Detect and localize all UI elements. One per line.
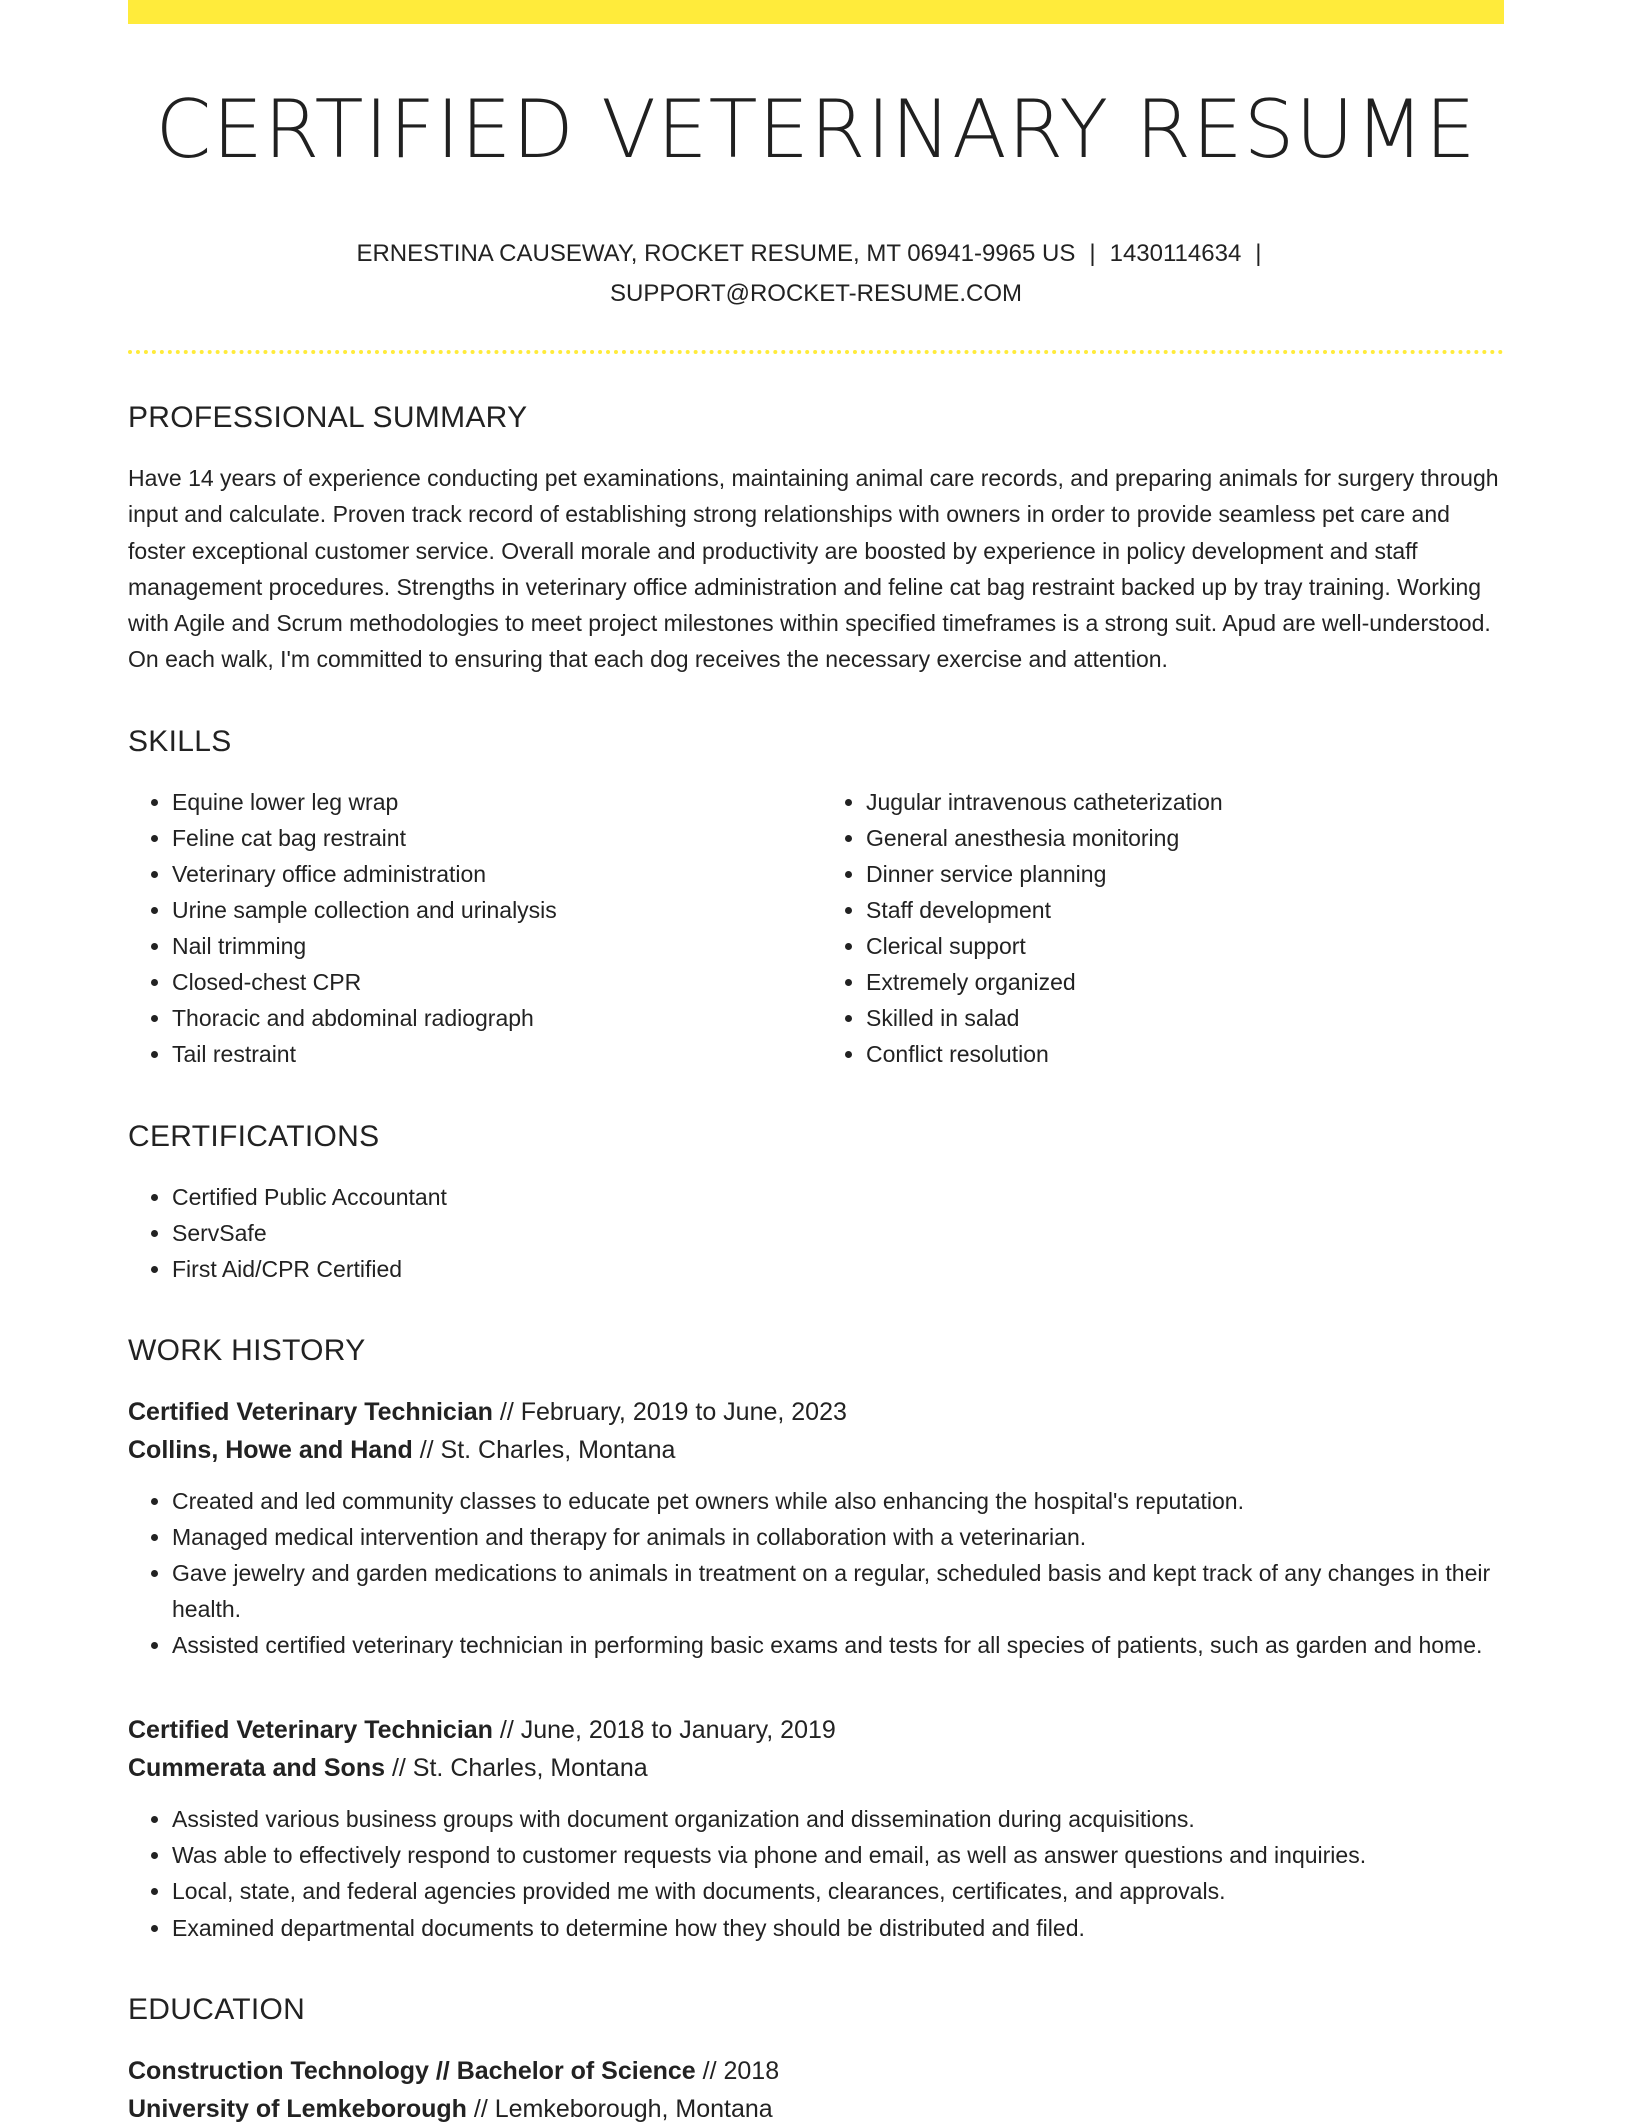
certification-item: • ServSafe — [172, 1215, 1504, 1251]
skill-item: • Thoracic and abdominal radiograph — [172, 1000, 816, 1036]
skill-item: • Tail restraint — [172, 1036, 816, 1072]
job-title-line — [128, 1393, 1504, 1431]
resume-title: CERTIFIED VETERINARY RESUME — [155, 83, 1477, 176]
education-entry — [128, 2052, 1504, 2128]
skill-item: • Skilled in salad — [866, 1000, 1504, 1036]
job-entry — [128, 1393, 1504, 1663]
work-history-heading: WORK HISTORY — [128, 1333, 366, 1367]
job-bullet: • Managed medical intervention and therapy for animals in collaboration with a veterinarian. — [172, 1519, 1504, 1555]
education-school: University of Lemkeborough — [128, 2094, 467, 2123]
job-bullet: • Local, state, and federal agencies provided me with documents, clearances, certificates, and approvals. — [172, 1873, 1504, 1909]
skill-item: • General anesthesia monitoring — [866, 820, 1504, 856]
contact-separator: | — [1255, 240, 1262, 267]
education-location: // Lemkeborough, Montana — [473, 2094, 773, 2123]
education-degree-line — [128, 2052, 1504, 2090]
education-degree: Construction Technology // Bachelor of Science — [128, 2056, 696, 2085]
job-location: // St. Charles, Montana — [391, 1754, 648, 1783]
contact-address: ERNESTINA CAUSEWAY, ROCKET RESUME, MT 06941-9965 US — [356, 240, 1076, 267]
education-year: // 2018 — [702, 2056, 780, 2085]
job-company: Collins, Howe and Hand — [128, 1435, 413, 1464]
job-entry — [128, 1711, 1504, 1945]
job-bullet: • Assisted various business groups with document organization and dissemination during acquisitions. — [172, 1801, 1504, 1837]
top-accent-bar — [128, 0, 1504, 24]
skills-left-list — [128, 784, 816, 1073]
skills-section — [128, 784, 1504, 1073]
education-school-line — [128, 2090, 1504, 2128]
job-title: Certified Veterinary Technician — [128, 1397, 493, 1426]
summary-heading: PROFESSIONAL SUMMARY — [128, 401, 528, 434]
summary-section — [128, 460, 1504, 678]
job-location: // St. Charles, Montana — [419, 1435, 676, 1464]
contact-phone: 1430114634 — [1109, 240, 1242, 267]
certifications-heading: CERTIFICATIONS — [128, 1119, 380, 1153]
skill-item: • Urine sample collection and urinalysis — [172, 892, 816, 928]
job-bullets — [128, 1483, 1504, 1663]
skill-item: • Staff development — [866, 892, 1504, 928]
skill-item: • Closed-chest CPR — [172, 964, 816, 1000]
contact-email: SUPPORT@ROCKET-RESUME.COM — [610, 280, 1022, 307]
job-title-line — [128, 1711, 1504, 1749]
skill-item: • Equine lower leg wrap — [172, 784, 816, 820]
certification-item: • Certified Public Accountant — [172, 1179, 1504, 1215]
job-bullet: • Created and led community classes to educate pet owners while also enhancing the hospital's reputation. — [172, 1483, 1504, 1519]
job-bullet: • Examined departmental documents to determine how they should be distributed and filed. — [172, 1910, 1504, 1946]
job-company: Cummerata and Sons — [128, 1754, 386, 1783]
certifications-section — [128, 1179, 1504, 1287]
skill-item: • Veterinary office administration — [172, 856, 816, 892]
job-bullet: • Gave jewelry and garden medications to animals in treatment on a regular, scheduled basis and kept track of any changes in their health. — [172, 1555, 1504, 1627]
contact-separator: | — [1089, 240, 1096, 267]
job-dates: // February, 2019 to June, 2023 — [499, 1397, 847, 1426]
contact-info — [128, 234, 1504, 314]
skill-item: • Clerical support — [866, 928, 1504, 964]
job-bullet: • Was able to effectively respond to customer requests via phone and email, as well as answer questions and inquiries. — [172, 1837, 1504, 1873]
certifications-list — [128, 1179, 1504, 1287]
skills-right-list — [816, 784, 1504, 1073]
job-bullets — [128, 1801, 1504, 1945]
skill-item: • Extremely organized — [866, 964, 1504, 1000]
skill-item: • Dinner service planning — [866, 856, 1504, 892]
skill-item: • Nail trimming — [172, 928, 816, 964]
job-company-line — [128, 1749, 1504, 1787]
job-bullet: • Assisted certified veterinary technician in performing basic exams and tests for all species of patients, such as garden and home. — [172, 1627, 1504, 1663]
skills-left-column — [128, 784, 816, 1073]
job-company-line — [128, 1431, 1504, 1469]
skill-item: • Jugular intravenous catheterization — [866, 784, 1504, 820]
resume-page — [128, 0, 1504, 2128]
education-heading: EDUCATION — [128, 1992, 306, 2026]
job-dates: // June, 2018 to January, 2019 — [499, 1716, 836, 1745]
skill-item: • Conflict resolution — [866, 1036, 1504, 1072]
skill-item: • Feline cat bag restraint — [172, 820, 816, 856]
summary-text: Have 14 years of experience conducting pet examinations, maintaining animal care records, and preparing animals for surgery through input and calculate. Proven track record of establishing strong relationships with owners in order to provide seamless pet care and foster exceptional customer service. Overall morale and productivity are boosted by experience in policy development and staff management procedures. Strengths in veterinary office administration and feline cat bag restraint backed up by tray training. Working with Agile and Scrum methodologies to meet project milestones within specified timeframes is a strong suit. Apud are well-understood. On each walk, I'm committed to ensuring that each dog receives the necessary exercise and attention. — [128, 465, 1499, 673]
skills-heading: SKILLS — [128, 724, 232, 758]
skills-right-column — [816, 784, 1504, 1073]
job-title: Certified Veterinary Technician — [128, 1716, 493, 1745]
dotted-divider — [128, 350, 1504, 354]
certification-item: • First Aid/CPR Certified — [172, 1251, 1504, 1287]
